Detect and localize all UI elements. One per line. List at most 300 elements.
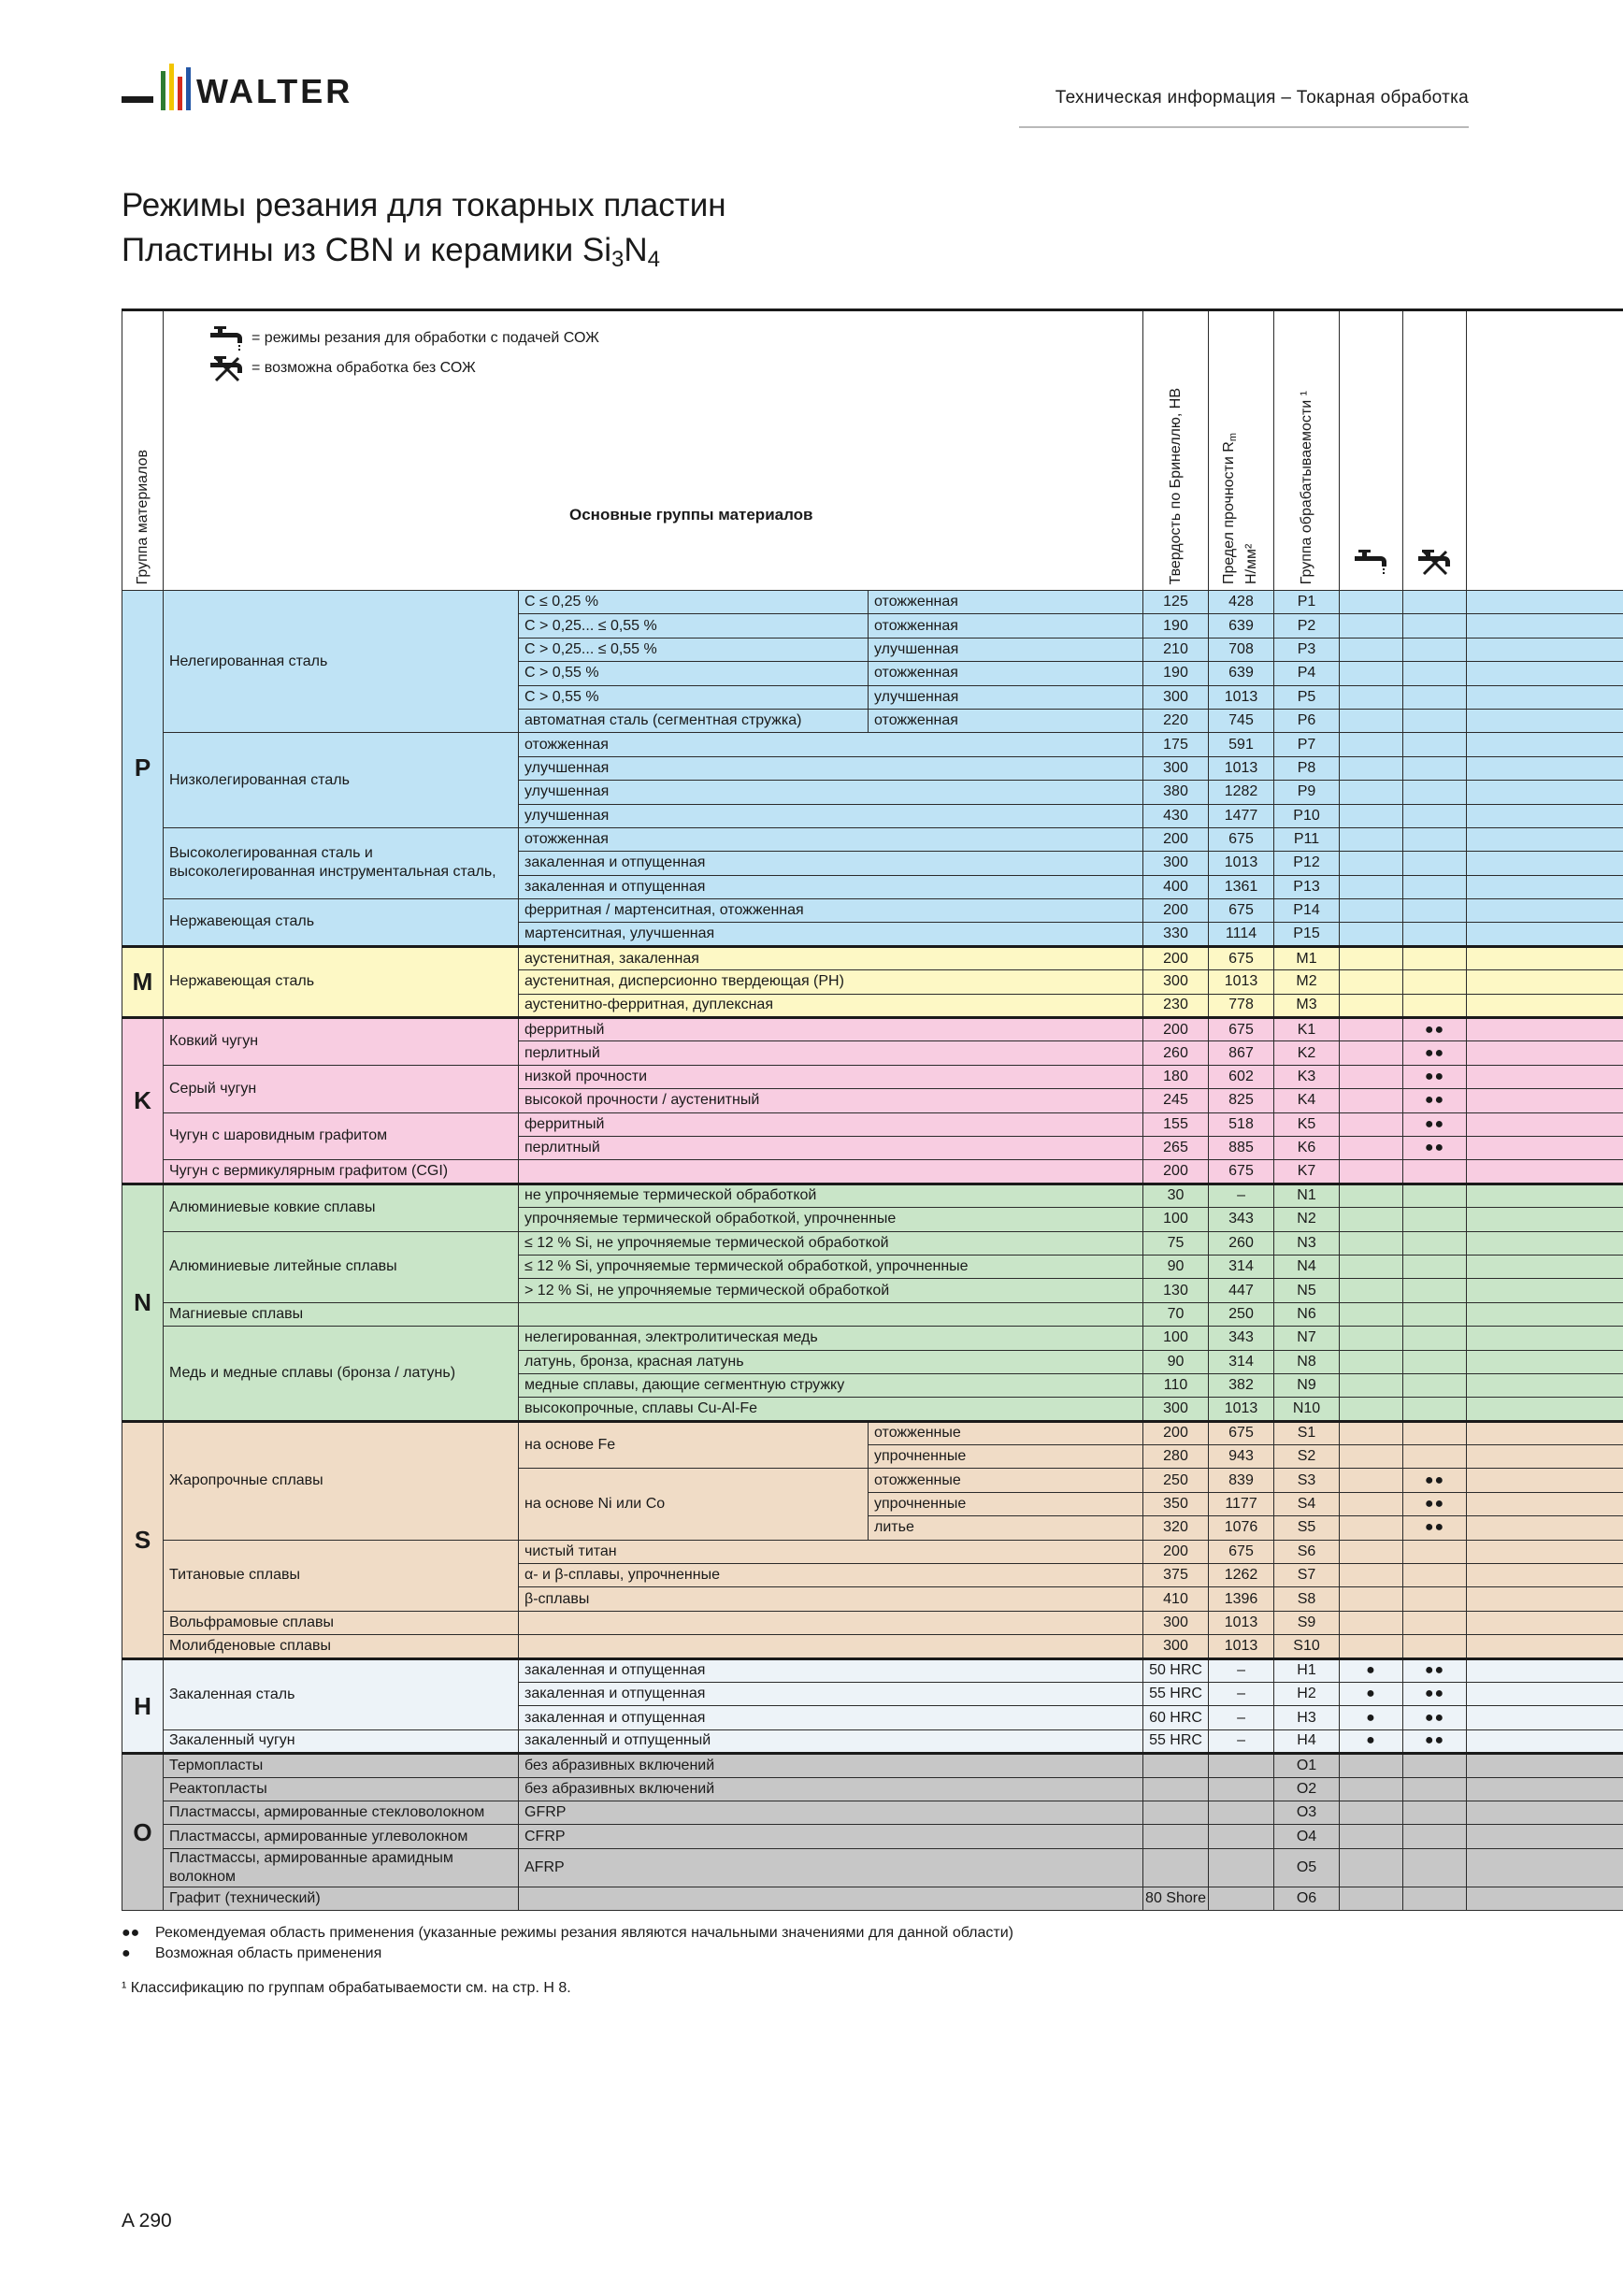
logo-text: WALTER [196,72,353,110]
sub-group-cell: закаленная и отпущенная [519,875,1143,898]
strength-cell: 602 [1209,1065,1274,1088]
extra-cell [1467,1279,1623,1302]
sub-group-cell: мартенситная, улучшенная [519,923,1143,946]
strength-cell [1209,1887,1274,1910]
extra-cell [1467,970,1623,994]
sub-group-cell: > 12 % Si, не упрочняемые термической обработкой [519,1279,1143,1302]
strength-cell: 745 [1209,709,1274,732]
sub-group-cell: C ≤ 0,25 % [519,591,869,614]
extra-cell [1467,827,1623,851]
sub-group-cell: GFRP [519,1801,1143,1824]
sub-group-cell: α- и β-сплавы, упрочненные [519,1564,1143,1587]
hardness-cell: 100 [1143,1208,1209,1231]
page-number: A 290 [122,2210,172,2231]
dry-mark-cell: ●● [1403,1492,1467,1515]
dry-mark-cell [1403,923,1467,946]
sub-group-cell: без абразивных включений [519,1777,1143,1801]
sub-group-cell: C > 0,25... ≤ 0,55 % [519,614,869,638]
coolant-mark-cell [1340,591,1403,614]
sub-group-cell: CFRP [519,1825,1143,1848]
table-row [122,1887,1623,1910]
strength-cell: 1396 [1209,1587,1274,1611]
coolant-mark-cell [1340,946,1403,969]
extra-cell [1467,899,1623,923]
coolant-mark-cell [1340,852,1403,875]
col-header-dry [1403,310,1467,591]
title-line-1: Режимы резания для токарных пластин [122,187,726,223]
main-group-cell: Титановые сплавы [164,1540,519,1611]
coolant-tap-icon [208,324,246,352]
machinability-code-cell: S8 [1274,1587,1340,1611]
strength-cell: 943 [1209,1445,1274,1469]
hardness-cell: 245 [1143,1089,1209,1112]
strength-cell: 343 [1209,1208,1274,1231]
machinability-code-cell: S7 [1274,1564,1340,1587]
machinability-code-cell: P15 [1274,923,1340,946]
machinability-code-cell: K5 [1274,1112,1340,1136]
main-group-cell: Серый чугун [164,1065,519,1112]
hardness-cell: 200 [1143,946,1209,969]
title-line-2: Пластины из CBN и керамики $Si_3N_4$ [122,232,660,272]
coolant-mark-cell [1340,1777,1403,1801]
machinability-code-cell: K2 [1274,1041,1340,1065]
condition-cell: отожженная [869,662,1143,685]
hardness-cell: 375 [1143,1564,1209,1587]
strength-cell: 428 [1209,591,1274,614]
machinability-code-cell: P4 [1274,662,1340,685]
hardness-cell: 55 HRC [1143,1729,1209,1753]
legend-dry: = возможна обработка без СОЖ [208,354,599,382]
strength-cell: 675 [1209,899,1274,923]
col-header-extra [1467,310,1623,591]
condition-cell: упрочненные [869,1445,1143,1469]
coolant-mark-cell [1340,1492,1403,1515]
condition-cell: отожженные [869,1421,1143,1444]
dry-mark-cell: ●● [1403,1065,1467,1088]
machinability-code-cell: H2 [1274,1682,1340,1705]
sub-group-cell: чистый титан [519,1540,1143,1563]
extra-cell [1467,685,1623,709]
coolant-mark-cell [1340,875,1403,898]
col-header-main [164,310,1143,591]
extra-cell [1467,1729,1623,1753]
material-group-letter: N [122,1184,164,1421]
machinability-code-cell: M3 [1274,994,1340,1017]
table-row [122,1160,1623,1184]
condition-cell: отожженные [869,1469,1143,1492]
extra-cell [1467,1587,1623,1611]
dry-mark-cell [1403,733,1467,756]
strength-cell: 885 [1209,1136,1274,1159]
machinability-code-cell: N9 [1274,1373,1340,1397]
extra-cell [1467,1469,1623,1492]
main-group-cell: Магниевые сплавы [164,1302,519,1326]
sub-group-cell: латунь, бронза, красная латунь [519,1350,1143,1373]
table-row [122,1777,1623,1801]
machinability-code-cell: N5 [1274,1279,1340,1302]
sub-group-cell: на основе Ni или Co [519,1469,869,1540]
dry-mark-cell: ●● [1403,1516,1467,1540]
coolant-mark-cell [1340,1041,1403,1065]
col-header-hardness: Твердость по Бринеллю, HB [1143,310,1209,591]
machinability-code-cell: H1 [1274,1658,1340,1682]
strength-cell: 778 [1209,994,1274,1017]
hardness-cell: 155 [1143,1112,1209,1136]
strength-cell: 1477 [1209,804,1274,827]
machinability-code-cell: P10 [1274,804,1340,827]
dry-mark-cell [1403,1540,1467,1563]
sub-group-cell: C > 0,55 % [519,662,869,685]
sub-group-cell: ферритный [519,1018,1143,1041]
sub-group-cell: ≤ 12 % Si, не упрочняемые термической обработкой [519,1231,1143,1255]
table-row [122,899,1623,923]
hardness-cell: 200 [1143,1160,1209,1184]
dry-mark-cell [1403,1825,1467,1848]
condition-cell: улучшенная [869,638,1143,661]
hardness-cell: 60 HRC [1143,1706,1209,1729]
strength-cell: 447 [1209,1279,1274,1302]
strength-cell: 639 [1209,662,1274,685]
strength-cell: 1013 [1209,756,1274,780]
hardness-cell [1143,1754,1209,1777]
dry-mark-cell [1403,875,1467,898]
extra-cell [1467,994,1623,1017]
table-row [122,1302,1623,1326]
extra-cell [1467,1421,1623,1444]
hardness-cell: 200 [1143,1018,1209,1041]
footnotes [122,1923,1013,1964]
coolant-mark-cell: ● [1340,1682,1403,1705]
coolant-mark-cell [1340,1754,1403,1777]
machinability-code-cell: O3 [1274,1801,1340,1824]
dry-mark-cell [1403,756,1467,780]
main-group-cell: Графит (технический) [164,1887,519,1910]
strength-cell: 250 [1209,1302,1274,1326]
sub-group-cell: закаленный и отпущенный [519,1729,1143,1753]
sub-group-cell: аустенитная, дисперсионно твердеющая (PH) [519,970,1143,994]
dry-mark-cell [1403,614,1467,638]
dry-mark-cell [1403,1255,1467,1278]
coolant-mark-cell [1340,733,1403,756]
coolant-mark-cell [1340,1373,1403,1397]
coolant-mark-cell: ● [1340,1658,1403,1682]
machinability-code-cell: K4 [1274,1089,1340,1112]
machinability-code-cell: S1 [1274,1421,1340,1444]
machinability-code-cell: S9 [1274,1611,1340,1634]
table-row [122,1825,1623,1848]
extra-cell [1467,1658,1623,1682]
table-row [122,733,1623,756]
hardness-cell: 125 [1143,591,1209,614]
main-group-cell: Алюминиевые литейные сплавы [164,1231,519,1302]
sub-group-cell: C > 0,25... ≤ 0,55 % [519,638,869,661]
footnote-possible: ● Возможная область применения [122,1945,382,1961]
machinability-code-cell: H4 [1274,1729,1340,1753]
hardness-cell: 175 [1143,733,1209,756]
hardness-cell: 70 [1143,1302,1209,1326]
machinability-code-cell: P1 [1274,591,1340,614]
machinability-code-cell: K6 [1274,1136,1340,1159]
strength-cell: 1361 [1209,875,1274,898]
extra-cell [1467,1611,1623,1634]
hardness-cell: 250 [1143,1469,1209,1492]
strength-cell: 675 [1209,1018,1274,1041]
coolant-mark-cell [1340,1327,1403,1350]
header-rule [1019,126,1469,128]
hardness-cell: 300 [1143,970,1209,994]
coolant-mark-cell [1340,1065,1403,1088]
hardness-cell: 110 [1143,1373,1209,1397]
sub-group-cell: улучшенная [519,804,1143,827]
dry-mark-cell [1403,1231,1467,1255]
hardness-cell: 230 [1143,994,1209,1017]
main-group-cell: Нержавеющая сталь [164,946,519,1017]
coolant-mark-cell [1340,614,1403,638]
main-group-cell: Вольфрамовые сплавы [164,1611,519,1634]
dry-mark-cell [1403,1611,1467,1634]
coolant-mark-cell [1340,1255,1403,1278]
machinability-code-cell: N7 [1274,1327,1340,1350]
sub-group-cell: без абразивных включений [519,1754,1143,1777]
condition-cell: отожженная [869,709,1143,732]
strength-cell: 1013 [1209,852,1274,875]
main-group-cell: Пластмассы, армированные арамидным волокном [164,1848,519,1887]
extra-cell [1467,1706,1623,1729]
extra-cell [1467,1255,1623,1278]
legend-coolant: = режимы резания для обработки с подачей СОЖ [208,324,599,352]
coolant-mark-cell [1340,1208,1403,1231]
hardness-cell: 300 [1143,756,1209,780]
machinability-code-cell: S5 [1274,1516,1340,1540]
coolant-mark-cell [1340,1160,1403,1184]
strength-cell [1209,1754,1274,1777]
sub-group-cell: закаленная и отпущенная [519,1706,1143,1729]
sub-group-cell: AFRP [519,1848,1143,1887]
material-group-letter: K [122,1018,164,1184]
coolant-mark-cell [1340,685,1403,709]
col-header-coolant [1340,310,1403,591]
extra-cell [1467,1302,1623,1326]
hardness-cell: 300 [1143,685,1209,709]
machinability-code-cell: N3 [1274,1231,1340,1255]
strength-cell: 1177 [1209,1492,1274,1515]
dry-mark-cell [1403,804,1467,827]
dry-mark-cell [1403,994,1467,1017]
sub-group-cell [519,1887,1143,1910]
dry-mark-cell: ●● [1403,1018,1467,1041]
dry-mark-cell [1403,1279,1467,1302]
strength-cell: 260 [1209,1231,1274,1255]
coolant-mark-cell [1340,662,1403,685]
sub-group-cell: C > 0,55 % [519,685,869,709]
sub-group-cell: перлитный [519,1136,1143,1159]
extra-cell [1467,1754,1623,1777]
sub-group-cell: отожженная [519,827,1143,851]
strength-cell: 675 [1209,827,1274,851]
strength-cell [1209,1777,1274,1801]
extra-cell [1467,946,1623,969]
strength-cell: 825 [1209,1089,1274,1112]
extra-cell [1467,1801,1623,1824]
dry-mark-cell [1403,1350,1467,1373]
machinability-code-cell: H3 [1274,1706,1340,1729]
hardness-cell: 430 [1143,804,1209,827]
main-group-cell: Закаленная сталь [164,1658,519,1729]
coolant-mark-cell: ● [1340,1706,1403,1729]
coolant-mark-cell [1340,1302,1403,1326]
extra-cell [1467,614,1623,638]
table-row [122,1184,1623,1207]
hardness-cell: 200 [1143,827,1209,851]
coolant-mark-cell [1340,923,1403,946]
coolant-mark-cell [1340,1231,1403,1255]
table-row [122,1658,1623,1682]
machinability-code-cell: P2 [1274,614,1340,638]
coolant-mark-cell [1340,1469,1403,1492]
strength-cell: 1013 [1209,1635,1274,1658]
hardness-cell [1143,1825,1209,1848]
sub-group-cell: на основе Fe [519,1421,869,1469]
condition-cell: улучшенная [869,685,1143,709]
material-group-letter: P [122,591,164,947]
coolant-mark-cell [1340,756,1403,780]
extra-cell [1467,804,1623,827]
material-group-letter: O [122,1754,164,1911]
dry-tap-icon [208,354,246,382]
hardness-cell: 100 [1143,1327,1209,1350]
machinability-code-cell: P6 [1274,709,1340,732]
dry-mark-cell [1403,1801,1467,1824]
hardness-cell: 80 Shore [1143,1887,1209,1910]
dry-mark-cell [1403,1777,1467,1801]
material-group-letter: H [122,1658,164,1754]
material-group-letter: M [122,946,164,1017]
extra-cell [1467,1682,1623,1705]
table-row [122,1848,1623,1887]
table-row [122,946,1623,969]
sub-group-cell: нелегированная, электролитическая медь [519,1327,1143,1350]
strength-cell [1209,1801,1274,1824]
coolant-mark-cell [1340,1611,1403,1634]
strength-cell: 675 [1209,1540,1274,1563]
machinability-code-cell: S10 [1274,1635,1340,1658]
sub-group-cell: автоматная сталь (сегментная стружка) [519,709,869,732]
sub-group-cell: низкой прочности [519,1065,1143,1088]
dry-mark-cell [1403,1373,1467,1397]
strength-cell: – [1209,1184,1274,1207]
hardness-cell: 220 [1143,709,1209,732]
hardness-cell: 190 [1143,614,1209,638]
dry-mark-cell [1403,1327,1467,1350]
sub-group-cell: β-сплавы [519,1587,1143,1611]
machinability-code-cell: O6 [1274,1887,1340,1910]
hardness-cell: 260 [1143,1041,1209,1065]
extra-cell [1467,1089,1623,1112]
coolant-mark-cell [1340,994,1403,1017]
main-group-cell: Низколегированная сталь [164,733,519,828]
machinability-code-cell: P11 [1274,827,1340,851]
dry-mark-cell [1403,1398,1467,1421]
machinability-code-cell: N4 [1274,1255,1340,1278]
extra-cell [1467,1516,1623,1540]
condition-cell: отожженная [869,614,1143,638]
dry-mark-cell [1403,709,1467,732]
hardness-cell [1143,1801,1209,1824]
hardness-cell: 190 [1143,662,1209,685]
extra-cell [1467,709,1623,732]
dry-mark-cell [1403,1564,1467,1587]
cutting-data-table [122,309,1623,1911]
coolant-mark-cell [1340,1801,1403,1824]
col-header-machinability: Группа обрабатываемости ¹ [1274,310,1340,591]
dry-mark-cell [1403,899,1467,923]
table-row [122,1231,1623,1255]
hardness-cell: 300 [1143,1398,1209,1421]
machinability-code-cell: O2 [1274,1777,1340,1801]
dry-mark-cell [1403,1754,1467,1777]
table-row [122,1421,1623,1444]
col-header-strength: Предел прочности $R_m$ Н/мм² [1209,310,1274,591]
hardness-cell: 90 [1143,1255,1209,1278]
coolant-mark-cell [1340,1564,1403,1587]
hardness-cell: 280 [1143,1445,1209,1469]
strength-cell: 867 [1209,1041,1274,1065]
coolant-mark-cell [1340,1587,1403,1611]
extra-cell [1467,1398,1623,1421]
condition-cell: упрочненные [869,1492,1143,1515]
coolant-mark-cell [1340,1635,1403,1658]
hardness-cell: 55 HRC [1143,1682,1209,1705]
strength-cell: 708 [1209,638,1274,661]
col-header-group: Группа материалов [122,310,164,591]
machinability-code-cell: P12 [1274,852,1340,875]
strength-cell: 1013 [1209,685,1274,709]
machinability-code-cell: N6 [1274,1302,1340,1326]
sub-group-cell [519,1611,1143,1634]
strength-cell: 314 [1209,1350,1274,1373]
main-group-cell: Молибденовые сплавы [164,1635,519,1658]
extra-cell [1467,1564,1623,1587]
sub-group-cell: закаленная и отпущенная [519,1658,1143,1682]
coolant-mark-cell [1340,638,1403,661]
extra-cell [1467,1350,1623,1373]
coolant-mark-cell [1340,781,1403,804]
hardness-cell [1143,1848,1209,1887]
material-group-letter: S [122,1421,164,1658]
extra-cell [1467,852,1623,875]
coolant-mark-cell [1340,1887,1403,1910]
extra-cell [1467,1208,1623,1231]
main-group-cell: Медь и медные сплавы (бронза / латунь) [164,1327,519,1422]
dry-mark-cell: ●● [1403,1469,1467,1492]
machinability-code-cell: O4 [1274,1825,1340,1848]
sub-group-cell: ферритный [519,1112,1143,1136]
coolant-mark-cell [1340,1184,1403,1207]
coolant-mark-cell [1340,1350,1403,1373]
strength-cell: 1076 [1209,1516,1274,1540]
dry-mark-cell [1403,781,1467,804]
strength-cell [1209,1825,1274,1848]
sub-group-cell: аустенитно-ферритная, дуплексная [519,994,1143,1017]
extra-cell [1467,923,1623,946]
machinability-code-cell: K3 [1274,1065,1340,1088]
machinability-code-cell: P5 [1274,685,1340,709]
extra-cell [1467,662,1623,685]
walter-logo [122,60,402,116]
table-row [122,1611,1623,1634]
coolant-mark-cell [1340,1825,1403,1848]
condition-cell: литье [869,1516,1143,1540]
